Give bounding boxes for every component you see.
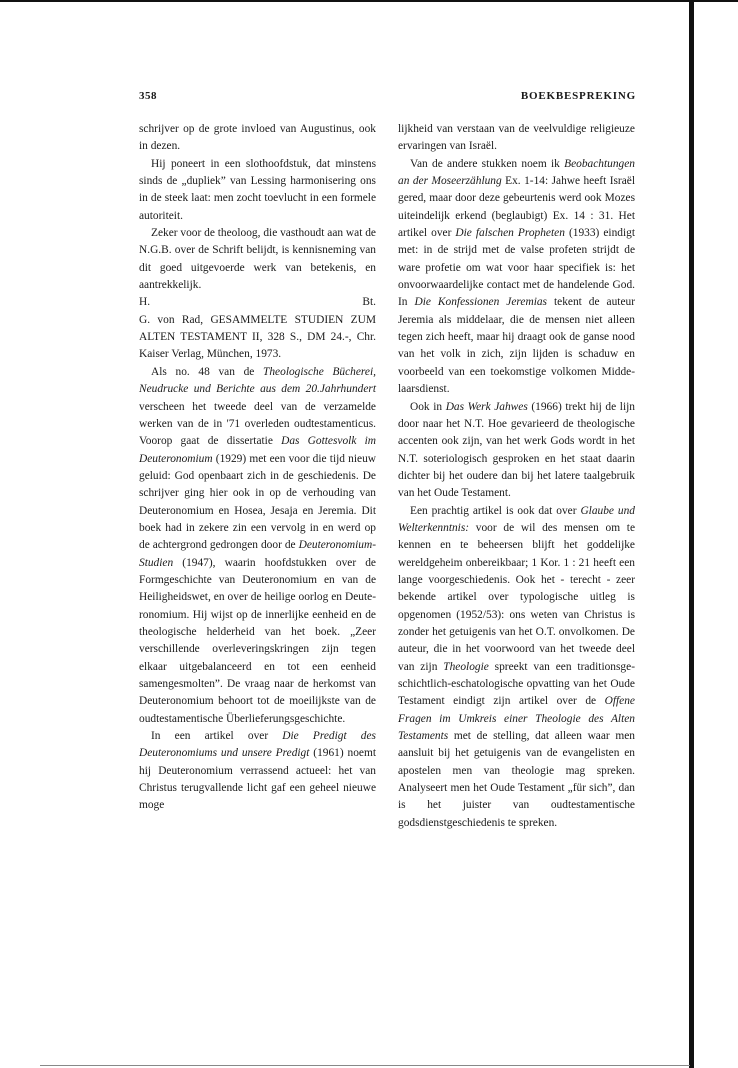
text-run: Ex. 1-14: Jahwe heeft Israël gered, maar door deze gebeurtenis werd ook Mozes uiteindelijk erkend (beglaubigt) Ex. 14 : 31. Het artikel over [398,175,635,240]
review-heading: G. von Rad, GESAMMELTE STUDIEN ZUM ALTEN TESTAMENT II, 328 S., DM 24.-, Chr. Kaiser Verlag, München, 1973. [139,313,376,361]
article-title: Das Werk Jahwes [445,400,528,413]
text-run: (1929) met een voor die tijd nieuw geluid: God openbaart zich in de geschiedenis. De schrijver ging hier ook in op de verhouding van Deuteronomium en Hosea, Jesaja en Jeremia. Dit boek had in zekere zin een vervolg in en werd op de achtergrond gedrongen door de [139,452,376,552]
text-run: (1966) trekt hij de lijn door naar het N.T. Hoe gevarieerd de theologische accenten ook zijn, van het werk Gods wordt in het N.T. soteriologisch gesproken en het staat daarin dichter bij het oudere dan bij het latere taalgebruik van het Oude Testament. [398,400,635,500]
page-number: 358 [139,90,157,102]
book-title: Deuteronomium-Studien [139,539,376,569]
text-run: Van de andere stukken noem ik [410,157,565,170]
paragraph [139,364,376,728]
text-run: met de stelling, dat alleen waar men aansluit bij het getuigenis van de evangelisten en apostelen men van theologie mag spreken. Analyseert men het Oude Testament „für sich”, dan is het juister van oudtestamentische godsdienstgeschiedenis te spreken. [398,730,635,829]
article-title: Beobachtungen an der Moseerzählung [398,157,635,188]
text-run: In een artikel over [151,730,283,743]
reviewer-signature [139,294,376,311]
scan-top-edge [0,0,738,2]
text-run: verscheen het tweede deel van de verzamelde werken van de in '71 overleden oudtestamenticus. Voorop gaat de dissertatie [139,400,376,448]
signature-initial: H. [139,296,151,309]
paragraph [139,728,376,815]
text-run: (1947), waarin hoofdstukken over de Formgeschichte van Deuteronomium en van de Heiligheidswet, en over de heilige oorlog en Deuteronomium. Hij wijst op de innerlijke eenheid en de theologische helderheid van het boek. „Zeer verschillende overleveringskringen zijn tegen elkaar uitgebalanceerd en tot een eenheid samengesmolten”. De vraag naar de herkomst van Deuteronomium behoort tot de moeilijkste van de oudtestamentische Überlieferungsgeschichte. [139,556,376,725]
text-run: spreekt van een traditionsgeschichtlich-eschatologische opvatting van het Oude Testament eindigt zijn artikel over de [398,660,635,708]
text-run: Een prachtig artikel is ook dat over [410,504,581,517]
paragraph: Hij poneert in een slothoofdstuk, dat minstens sinds de „dupliek” van Lessing harmonisering ons in de steek laat: men zocht toevlucht in een formele autoriteit. [139,157,376,222]
article-title: Offene Fragen im Umkreis einer Theologie des Alten Testaments [398,695,635,743]
text-run: (1933) eindigt met: in de strijd met de valse profeten strijdt de ware profetie om wat voor haar specifiek is: het onvoorwaardelijke contact met de handelende God. In [398,227,635,309]
article-title: Die Konfessionen Jeremias [414,296,547,309]
paragraph [398,503,635,833]
book-title: Theologie [443,660,489,673]
scan-right-edge [689,0,694,1068]
book-title: Das Gottesvolk im Deuteronomium [139,435,376,465]
text-run: (1961) noemt hij Deuteronomium verrassend actueel: het van Christus terugvallende licht gaf een geheel nieuwe moge [139,747,376,812]
article-title: Die falschen Propheten [455,227,565,240]
running-head: BOEKBESPREKING [520,90,636,102]
paragraph [398,399,635,503]
book-title: Theologische Bücherei, Neudrucke und Berichte aus dem 20.Jahrhundert [139,365,376,396]
text-run: Ook in [410,400,446,413]
paragraph: Zeker voor de theoloog, die vasthoudt aan wat de N.G.B. over de Schrift belijdt, is kennisneming van dit goed uitgevoerde werk van betekenis, en aantrekkelijk. [139,227,376,292]
signature-initials: Bt. [362,296,376,309]
right-column [398,121,635,832]
article-title: Glaube und Welterkenntnis: [398,504,635,534]
text-run: voor de wil des mensen om te kennen en te beheersen blijft het goddelijke wereldgeheim onbereikbaar; 1 Kor. 1 : 21 heeft een lange voorgeschiedenis. Ook het - terecht - zeer bekende artikel over typologische uitleg is opgenomen (1952/53): ons weten van Christus is zonder het getuigenis van het O.T. onvolkomen. De auteur, die in het voorwoord van het tweede deel van zijn [398,521,635,673]
text-run: tekent de auteur Jeremia als middelaar, die de mensen niet alleen tegen zich heeft, maar hij draagt ook de ganse nood van het volk in zich, zijn lijden is schaduw en voorbeeld van een toekomstige volkomen Middelaarsdienst. [398,296,635,396]
paragraph: schrijver op de grote invloed van Augustinus, ook in dezen. [139,123,376,153]
article-title: Die Predigt des Deuteronomiums und unsere Predigt [139,730,376,760]
scan-bottom-edge [40,1065,690,1066]
paragraph: lijkheid van verstaan van de veelvuldige religieuze ervaringen van Israël. [398,123,635,153]
left-column [139,121,376,815]
paragraph [398,156,635,399]
text-run: Als no. 48 van de [151,365,264,378]
